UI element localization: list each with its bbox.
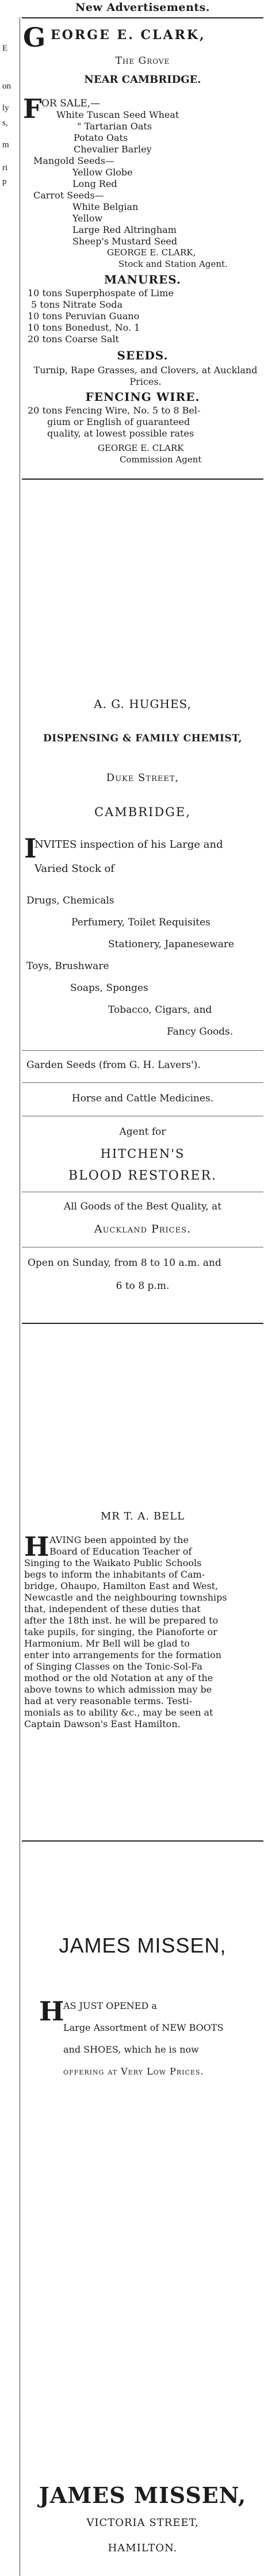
missen-line: Large Assortment of NEW BOOTS — [63, 2022, 224, 2033]
blood-restorer: BLOOD RESTORER. — [68, 1169, 217, 1183]
bell-line: Board of Education Teacher of — [49, 1546, 192, 1557]
manure-item: 20 tons Coarse Salt — [28, 334, 119, 345]
hitchens: HITCHEN'S — [100, 1147, 185, 1161]
agent-for: Agent for — [119, 1126, 166, 1138]
manure-item: 10 tons Bonedust, No. 1 — [28, 322, 140, 333]
bell-line: AVING been appointed by the — [49, 1534, 189, 1545]
seed-item: Yellow — [72, 213, 103, 224]
bell-line: above towns to which admission may be — [24, 1684, 212, 1695]
seed-item: White Belgian — [72, 201, 139, 212]
clark-town: NEAR CAMBRIDGE. — [84, 74, 201, 86]
advert-divider — [22, 479, 263, 480]
horse-medicines: Horse and Cattle Medicines. — [71, 1093, 214, 1104]
missen-initial: H — [39, 1996, 64, 2027]
manure-item: 10 tons Peruvian Guano — [28, 311, 140, 321]
stock-line: Tobacco, Cigars, and — [108, 1004, 212, 1016]
advertisement-column — [22, 0, 263, 2576]
bell-line: Singing to the Waikato Public Schools — [24, 1557, 202, 1568]
stock-line: Fancy Goods. — [167, 1026, 233, 1038]
edge-fragment: ri — [2, 163, 8, 173]
stock-line: Soaps, Sponges — [70, 982, 148, 994]
bell-line: after the 18th inst. he will be prepared to — [24, 1615, 219, 1626]
bell-line: enter into arrangements for the formation — [24, 1649, 222, 1660]
manure-item: 5 tons Nitrate Soda — [31, 299, 123, 310]
for-sale-heading: OR SALE,— — [41, 98, 101, 109]
seed-item: " Tartarian Oats — [77, 121, 152, 132]
bell-line: Harmonium. Mr Bell will be glad to — [24, 1638, 190, 1649]
seeds-heading: SEEDS. — [117, 349, 169, 362]
carrot-label: Carrot Seeds— — [33, 190, 104, 201]
stock-line: Drugs, Chemicals — [26, 895, 114, 906]
sunday-hours: 6 to 8 p.m. — [116, 1280, 170, 1292]
best-quality: All Goods of the Best Quality, at — [63, 1201, 222, 1212]
seed-item: Yellow Globe — [72, 167, 133, 178]
invites-initial: I — [24, 833, 37, 864]
advert-divider — [22, 1840, 263, 1842]
manure-item: 10 tons Superphospate of Lime — [28, 288, 174, 298]
auckland-prices: Auckland Prices. — [94, 1223, 192, 1235]
bell-line: of Singing Classes on the Tonic-Sol-Fa — [24, 1661, 202, 1672]
seed-item: Chevalier Barley — [74, 144, 152, 155]
hughes-name: A. G. HUGHES, — [94, 697, 192, 711]
seed-item: Potato Oats — [74, 132, 128, 143]
bell-title: MR T. A. BELL — [100, 1510, 185, 1522]
bell-line: mothod or the old Notation at any of the — [24, 1672, 213, 1683]
missen-line: AS JUST OPENED a — [63, 2000, 157, 2011]
stock-line: Perfumery, Toilet Requisites — [71, 917, 210, 928]
clark-signature-title: Commission Agent — [120, 454, 202, 465]
hughes-divider — [22, 1050, 263, 1051]
bell-line: Newcastle and the neighbouring townships — [24, 1592, 227, 1603]
header-rule — [22, 17, 263, 18]
fencing-line: gium or English of guaranteed — [47, 416, 190, 427]
clark-signature-title: Stock and Station Agent. — [118, 259, 228, 269]
stock-line: Toys, Brushware — [26, 960, 109, 972]
fencing-line: 20 tons Fencing Wire, No. 5 to 8 Bel- — [28, 405, 201, 416]
clark-signature-name: GEORGE E. CLARK — [98, 443, 184, 453]
clark-name-initial: G — [23, 22, 46, 53]
mangold-label: Mangold Seeds— — [33, 155, 114, 166]
adjacent-column-fragments — [2, 0, 14, 345]
missen-street: VICTORIA STREET, — [86, 2517, 199, 2529]
seed-item: White Tuscan Seed Wheat — [56, 109, 179, 120]
stock-line: Stationery, Japaneseware — [108, 939, 235, 950]
edge-fragment: p — [2, 177, 7, 186]
bell-line: monials as to ability &c., may be seen at — [24, 1707, 213, 1718]
missen-town: HAMILTON. — [108, 2542, 178, 2554]
hughes-divider — [22, 1082, 263, 1083]
seed-item: Long Red — [72, 178, 117, 189]
clark-name: EORGE E. CLARK, — [51, 28, 206, 43]
hughes-trade: DISPENSING & FAMILY CHEMIST, — [43, 733, 242, 744]
invites-line: NVITES inspection of his Large and — [35, 839, 223, 851]
section-header: New Advertisements. — [75, 1, 210, 14]
bell-line: that, independent of these duties that — [24, 1603, 201, 1614]
edge-fragment: m — [2, 140, 9, 150]
seeds-text: Turnip, Rape Grasses, and Clovers, at Auckland Prices. — [33, 365, 258, 387]
bell-line: take pupils, for singing, the Pianoforte or — [24, 1626, 217, 1637]
bell-line: Captain Dawson's East Hamilton. — [24, 1718, 181, 1729]
seed-item: Sheep's Mustard Seed — [72, 236, 178, 247]
clark-place: The Grove — [115, 55, 170, 67]
advert-divider — [22, 1323, 263, 1324]
garden-seeds: Garden Seeds (from G. H. Lavers'). — [26, 1059, 201, 1071]
hughes-street: Duke Street, — [106, 772, 179, 784]
missen-name: JAMES MISSEN, — [59, 1934, 227, 1957]
edge-fragment: s, — [2, 118, 8, 128]
bell-initial: H — [24, 1531, 49, 1562]
missen-line: offering at Very Low Prices. — [63, 2066, 204, 2077]
hughes-town: CAMBRIDGE, — [94, 805, 191, 819]
bell-line: had at very reasonable terms. Testi- — [24, 1695, 192, 1706]
fencing-heading: FENCING WIRE. — [85, 390, 200, 404]
fencing-line: quality, at lowest possible rates — [47, 428, 194, 439]
invites-line: Varied Stock of — [35, 863, 114, 875]
missen-name-footer: JAMES MISSEN, — [39, 2482, 247, 2508]
edge-fragment: on — [2, 82, 11, 91]
bell-line: bridge, Ohaupo, Hamilton East and West, — [24, 1580, 219, 1591]
manures-heading: MANURES. — [104, 273, 181, 286]
for-sale-initial: F — [23, 93, 42, 124]
clark-signature-name: GEORGE E. CLARK, — [107, 247, 196, 258]
missen-line: and SHOES, which he is now — [63, 2044, 199, 2055]
sunday-hours: Open on Sunday, from 8 to 10 a.m. and — [28, 1257, 221, 1269]
seed-item: Large Red Altringham — [72, 224, 177, 235]
bell-line: begs to inform the inhabitants of Cam- — [24, 1569, 205, 1580]
edge-fragment: E — [2, 44, 8, 53]
edge-fragment: ly — [2, 104, 9, 113]
